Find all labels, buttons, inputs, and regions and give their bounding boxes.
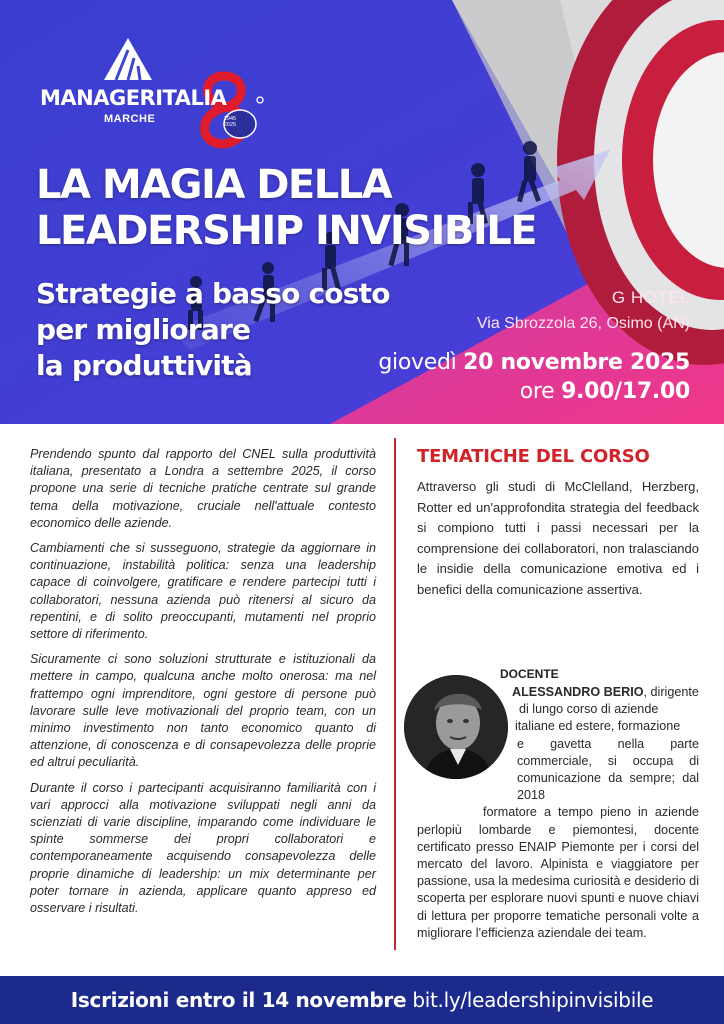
registration-footer <box>0 976 724 1024</box>
event-time <box>378 379 690 404</box>
brand-name: MANAGERITALIA <box>40 86 227 110</box>
topics-heading: TEMATICHE DEL CORSO <box>417 446 650 467</box>
subtitle-line: per migliorare <box>36 313 251 346</box>
event-time-value: 9.00/17.00 <box>561 379 690 404</box>
bio-line <box>417 684 699 701</box>
teacher-name: ALESSANDRO BERIO <box>512 685 644 699</box>
venue-info <box>477 288 690 333</box>
brand-logo <box>40 36 280 156</box>
event-date <box>378 350 690 375</box>
bio-line: formatore a tempo pieno in aziende perlopiù lombarde e piemontesi, docente certificato presso ENAIP Piemonte per i corsi del mercato del lavoro. Alpinista e viaggiatore per passione, usa la medesima curiosità e desiderio di scoperta per esplorare nuovi spunti e nuove chiavi di lettura per proporre tematiche personali volte a migliorare l'efficienza aziendale dei team. <box>417 805 699 940</box>
page-subtitle <box>36 276 390 384</box>
bio-text: , dirigente <box>643 685 699 699</box>
event-day: giovedì <box>378 350 457 375</box>
venue-address: Via Sbrozzola 26, Osimo (AN) <box>476 315 690 332</box>
registration-deadline: Iscrizioni entro il 14 novembre <box>70 988 407 1012</box>
column-divider <box>394 438 396 950</box>
event-datetime <box>378 350 690 404</box>
bio-line: di lungo corso di aziende <box>519 702 659 717</box>
title-line: LEADERSHIP INVISIBILE <box>36 208 537 254</box>
intro-paragraph: Durante il corso i partecipanti acquisiranno familiarità con i vari approcci alla motivazione sviluppati negli anni da scienziati di varie discipline, imparando come individuare le spinte sommerse dei propri collaboratori e contemporaneamente acquisendo consapevolezza delle proprie dinamiche di leadership: un mix determinante per poter tornare in azienda, applicare quanto appreso ed osservare i risultati. <box>30 780 376 916</box>
teacher-label: DOCENTE <box>500 667 559 681</box>
subtitle-line: la produttività <box>36 349 252 382</box>
anniversary-badge: 1945 2025 <box>223 116 237 128</box>
page-title <box>36 162 536 254</box>
bio-line: italiane ed estere, formazione <box>515 719 681 734</box>
brand-region: MARCHE <box>104 113 156 125</box>
registration-link[interactable]: bit.ly/leadershipinvisibile <box>412 988 654 1012</box>
intro-paragraph: Prendendo spunto dal rapporto del CNEL sulla produttività italiana, presentato a Londra a settembre 2025, il corso propone una serie di tecniche pratiche centrate sul grande tema della motivazione, cruciale nell'attuale contesto economico delle aziende. <box>30 447 376 530</box>
title-line: LA MAGIA DELLA <box>36 162 392 208</box>
intro-paragraph: Sicuramente ci sono soluzioni strutturate e istituzionali da mettere in campo, qualcuna anche molto onerosa: ma nel frattempo ogni imprenditore, ogni gestore di persone può lavorare sulle leve motivazionali del proprio team, con un minimo investimento non tanto economico quanto di attenzione, di conoscenza e di consapevolezza delle proprie ed altrui peculiarità. <box>30 652 376 770</box>
subtitle-line: Strategie a basso costo <box>36 277 390 310</box>
topics-section <box>417 446 699 601</box>
venue-name: G HOTEL <box>611 288 690 307</box>
teacher-bio <box>417 684 699 942</box>
intro-paragraph: Cambiamenti che si susseguono, strategie da aggiornare in continuazione, instabilità politica: senza una leadership capace di coinvolgere, gratificare e rendere partecipi tutti i collaboratori, nessuna azienda può ritenersi al sicuro da repentini, e di solito preoccupanti, mutamenti nel proprio settore di riferimento. <box>30 541 376 642</box>
event-date-value: 20 novembre 2025 <box>463 350 690 375</box>
event-time-prefix: ore <box>519 379 555 404</box>
bio-line: e gavetta nella parte commerciale, si occupa di comunicazione da sempre; dal 2018 <box>517 736 699 803</box>
hero-banner <box>0 0 724 424</box>
topics-text: Attraverso gli studi di McClelland, Herzberg, Rotter ed un'approfondita strategia del feedback si compiono tutti i passi necessari per la comprensione dei collaboratori, non tralasciando le insidie della comunicazione emotiva ed i benefici della comunicazione assertiva. <box>417 479 699 597</box>
intro-text <box>30 446 376 925</box>
